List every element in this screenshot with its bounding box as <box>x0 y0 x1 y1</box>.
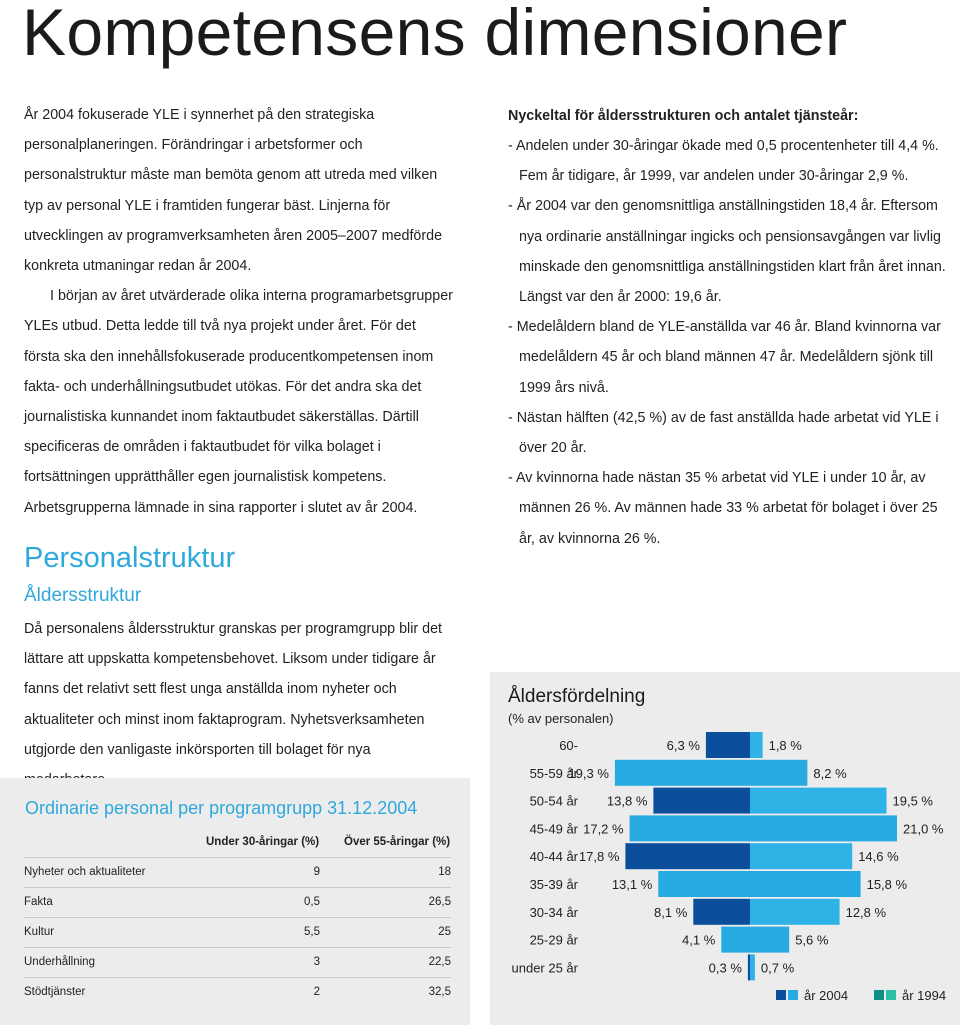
category-label: 40-44 år <box>529 849 578 865</box>
category-label: 35-39 år <box>529 877 578 892</box>
category-label: 55-59 år <box>529 765 578 781</box>
bar-1994-3 <box>750 815 897 841</box>
value-label-2004: 19,3 % <box>568 765 609 781</box>
bar-2004-2 <box>653 788 750 814</box>
key-figure-3: - Medelåldern bland de YLE-anställda var 46 år. Bland kvinnorna var medelåldern 45 år och bland männen 47 år. Medelåldern sjönk till 1999 års nivå. <box>508 319 941 396</box>
table-row: Nyheter och aktualiteter 9 18 <box>24 866 451 878</box>
page-title: Kompetensens dimensioner <box>22 0 848 69</box>
legend-swatch <box>776 990 786 1000</box>
age-structure-paragraph: Då personalens åldersstruktur granskas per programgrupp blir det lättare att uppskatta kompetensbehovet. Liksom under tidigare år fanns det relativt sett flest unga anställda inom nyheter och aktualiteter och minst inom faktaprogram. Nyhetsverksamheten utgjorde den vanligaste inkörsporten till bolaget för nya <box>24 621 442 758</box>
value-label-1994: 14,6 % <box>858 849 899 865</box>
value-label-2004: 17,2 % <box>583 821 624 837</box>
bar-2004-5 <box>658 871 750 897</box>
legend-label: år 1994 <box>902 988 947 1003</box>
value-label-2004: 17,8 % <box>578 849 620 865</box>
table-row: Fakta 0,5 26,5 <box>24 896 451 908</box>
bar-1994-8 <box>750 954 755 980</box>
legend-swatch <box>788 990 798 1000</box>
bar-2004-6 <box>693 899 750 925</box>
key-figures-heading: Nyckeltal för åldersstrukturen och antalet tjänsteår: <box>508 108 859 124</box>
table-row: Stödtjänster 2 32,5 <box>24 986 451 998</box>
table-row: Kultur 5,5 25 <box>24 926 451 938</box>
key-figures <box>508 101 948 554</box>
bar-2004-0 <box>706 732 750 758</box>
category-label: under 25 år <box>511 960 578 976</box>
category-label: 30-34 år <box>529 904 578 920</box>
key-figure-2: - År 2004 var den genomsnittliga anställningstiden 18,4 år. Eftersom nya ordinarie anställningar ingicks och pensionsavgången var livlig minskade den genomsnittliga anställningstiden klart från året innan. Längst var den år 2000: 19,6 år. <box>508 198 946 306</box>
bar-1994-7 <box>750 927 789 953</box>
category-label: 45-49 år <box>529 821 578 837</box>
value-label-1994: 19,5 % <box>892 793 933 809</box>
bar-1994-2 <box>750 788 887 814</box>
age-distribution-chart <box>490 672 960 1025</box>
table-row: Underhållning 3 22,5 <box>24 956 451 968</box>
category-label: 50-54 år <box>529 793 578 809</box>
bar-1994-1 <box>750 760 807 786</box>
bar-2004-7 <box>721 927 750 953</box>
category-label: 60- <box>559 738 578 753</box>
chart-title: Åldersfördelning <box>508 686 646 707</box>
age-structure-text <box>24 614 454 795</box>
col-under30-header: Under 30-åringar (%) <box>206 836 320 848</box>
bar-1994-6 <box>750 899 840 925</box>
evaluation-paragraph: I början av året utvärderade olika interna programarbetsgrupper YLEs utbud. Detta ledde till två nya projekt under året. För det första ska den innehållsfokuserade producentkompetensen inom fakta- och underhållningsutbudet utökas. För det andra ska det journalistiska kunnandet inom faktautbudet säkerställas. Därtill specificeras de områden i faktautbudet för vilka bolaget i fortsättningen upprätthåller egen journalistisk kompetens. Arbetsgrupperna lämnade in sina rapporter i slutet av år 2004. <box>24 288 453 516</box>
intro-paragraph: År 2004 fokuserade YLE i synnerhet på den strategiska personalplaneringen. Förändringar i arbetsformer och personalstruktur måste man bemöta genom att utreda med vilken typ av personal YLE i framtiden fungerar bäst. Linjerna för utvecklingen av programverksamheten åren 2005–2007 medförde konkreta utmaningar redan år 2004. <box>24 107 443 275</box>
key-figure-1: - Andelen under 30-åringar ökade med 0,5 procentenheter till 4,4 %. Fem år tidigare, år 1999, var andelen under 30-åringar 2,9 %. <box>508 138 939 185</box>
value-label-2004: 13,8 % <box>606 793 648 809</box>
bar-2004-3 <box>630 815 750 841</box>
value-label-2004: 0,3 % <box>708 960 742 976</box>
value-label-1994: 8,2 % <box>813 765 847 781</box>
legend-swatch <box>874 990 884 1000</box>
value-label-1994: 15,8 % <box>866 877 908 892</box>
table-header <box>24 827 451 857</box>
bar-1994-5 <box>750 871 861 897</box>
table-title: Ordinarie personal per programgrupp 31.12.2004 <box>25 798 418 818</box>
bar-2004-4 <box>625 843 750 869</box>
value-label-1994: 12,8 % <box>845 904 887 920</box>
chart-subtitle: (% av personalen) <box>508 711 614 726</box>
key-figure-4: - Nästan hälften (42,5 %) av de fast anställda hade arbetat vid YLE i över 20 år. <box>508 409 939 457</box>
bar-2004-1 <box>615 760 750 786</box>
key-figure-5: - Av kvinnorna hade nästan 35 % arbetat vid YLE i under 10 år, av männen 26 %. Av männen hade 33 % arbetat för bolaget i över 25 år, av kvinnorna 26 %. <box>508 470 938 547</box>
legend-swatch <box>886 990 896 1000</box>
value-label-2004: 13,1 % <box>611 877 653 892</box>
value-label-1994: 5,6 % <box>795 932 829 948</box>
value-label-1994: 0,7 % <box>760 960 795 976</box>
legend-label: år 2004 <box>804 988 849 1003</box>
category-label: 25-29 år <box>529 932 578 948</box>
left-column <box>24 100 454 523</box>
bar-1994-0 <box>750 732 763 758</box>
value-label-1994: 1,8 % <box>768 738 802 753</box>
value-label-1994: 21,0 % <box>903 821 944 837</box>
value-label-2004: 8,1 % <box>654 904 688 920</box>
section-title: Personalstruktur <box>24 542 236 574</box>
value-label-2004: 4,1 % <box>682 932 716 948</box>
value-label-2004: 6,3 % <box>666 738 700 753</box>
col-over55-header: Över 55-åringar (%) <box>344 836 451 848</box>
bar-1994-4 <box>750 843 852 869</box>
bar-2004-8 <box>748 954 750 980</box>
section-subtitle: Åldersstruktur <box>24 585 142 606</box>
